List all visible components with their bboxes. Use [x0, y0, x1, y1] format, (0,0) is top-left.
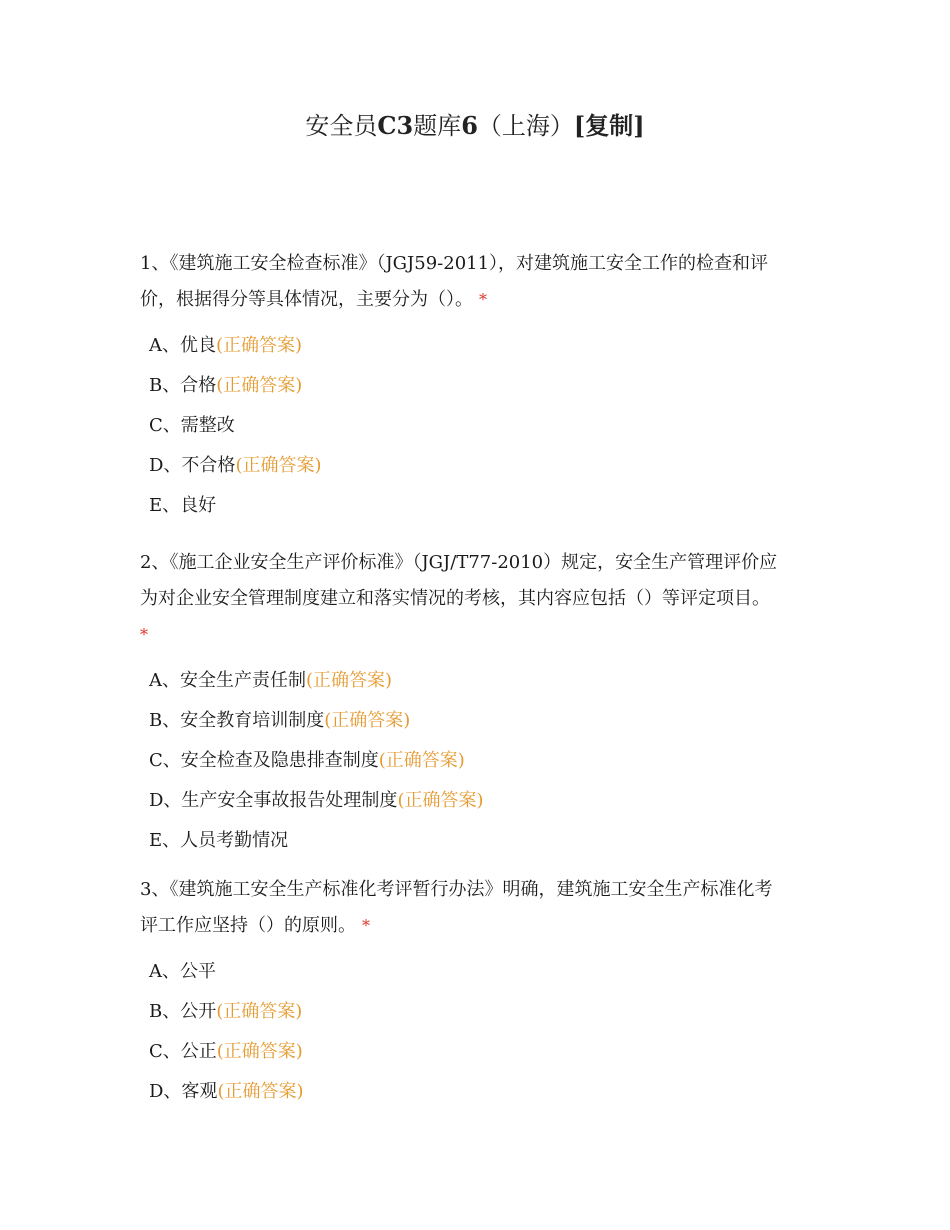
option-item[interactable] — [140, 486, 812, 526]
title-part: 6 — [461, 111, 478, 140]
option-item[interactable] — [140, 446, 812, 486]
question-text-line: 2、《施工企业安全生产评价标准》（JGJ/T77-2010）规定，安全生产管理评价应 — [140, 552, 778, 573]
title-part: 安全员 — [305, 112, 378, 140]
question-text — [140, 545, 812, 653]
option-item[interactable] — [140, 952, 812, 992]
question-text-line: 为对企业安全管理制度建立和落实情况的考核，其内容应包括（）等评定项目。 — [140, 588, 770, 609]
option-label: A、公平 — [149, 961, 216, 982]
option-item[interactable] — [140, 741, 812, 781]
title-part: C3 — [377, 111, 414, 140]
option-item[interactable] — [140, 701, 812, 741]
page-title — [0, 108, 950, 144]
option-label: C、安全检查及隐患排查制度 — [149, 750, 379, 771]
option-item[interactable] — [140, 366, 812, 406]
question-text-line: 评工作应坚持（）的原则。 — [140, 915, 356, 936]
option-item[interactable] — [140, 992, 812, 1032]
option-label: C、公正 — [149, 1041, 217, 1062]
question-text-line: 1、《建筑施工安全检查标准》（JGJ59-2011），对建筑施工安全工作的检查和评 — [140, 253, 769, 274]
option-list — [140, 326, 812, 526]
option-item[interactable] — [140, 406, 812, 446]
option-label: B、公开 — [149, 1001, 217, 1022]
option-label: E、良好 — [149, 495, 217, 516]
correct-answer-tag: (正确答案) — [397, 790, 484, 811]
option-label: D、生产安全事故报告处理制度 — [149, 790, 398, 811]
required-mark: * — [479, 290, 487, 309]
required-mark: * — [362, 916, 370, 935]
correct-answer-tag: (正确答案) — [217, 1081, 304, 1102]
option-list — [140, 661, 812, 861]
correct-answer-tag: (正确答案) — [216, 375, 303, 396]
question-text-line: 价，根据得分等具体情况，主要分为（）。 — [140, 289, 473, 310]
option-label: B、合格 — [149, 375, 217, 396]
title-part: [复制] — [573, 111, 645, 140]
title-part: 题库 — [413, 112, 462, 140]
option-label: C、需整改 — [149, 415, 235, 436]
correct-answer-tag: (正确答案) — [306, 670, 393, 691]
option-label: E、人员考勤情况 — [149, 830, 289, 851]
correct-answer-tag: (正确答案) — [235, 455, 322, 476]
option-item[interactable] — [140, 1032, 812, 1072]
question-text — [140, 246, 812, 318]
correct-answer-tag: (正确答案) — [378, 750, 465, 771]
option-label: A、优良 — [149, 335, 216, 356]
title-part: （上海） — [477, 112, 574, 140]
correct-answer-tag: (正确答案) — [216, 1001, 303, 1022]
option-item[interactable] — [140, 781, 812, 821]
question-text — [140, 872, 812, 944]
option-item[interactable] — [140, 326, 812, 366]
question-3 — [140, 872, 812, 1112]
option-label: B、安全教育培训制度 — [149, 710, 325, 731]
correct-answer-tag: (正确答案) — [216, 1041, 303, 1062]
option-list — [140, 952, 812, 1112]
required-mark: * — [140, 625, 148, 644]
option-item[interactable] — [140, 661, 812, 701]
correct-answer-tag: (正确答案) — [216, 335, 303, 356]
option-label: D、不合格 — [149, 455, 236, 476]
question-2 — [140, 545, 812, 861]
correct-answer-tag: (正确答案) — [324, 710, 411, 731]
option-item[interactable] — [140, 1072, 812, 1112]
question-text-line: 3、《建筑施工安全生产标准化考评暂行办法》明确，建筑施工安全生产标准化考 — [140, 879, 773, 900]
option-item[interactable] — [140, 821, 812, 861]
question-1 — [140, 246, 812, 526]
option-label: D、客观 — [149, 1081, 218, 1102]
option-label: A、安全生产责任制 — [149, 670, 306, 691]
